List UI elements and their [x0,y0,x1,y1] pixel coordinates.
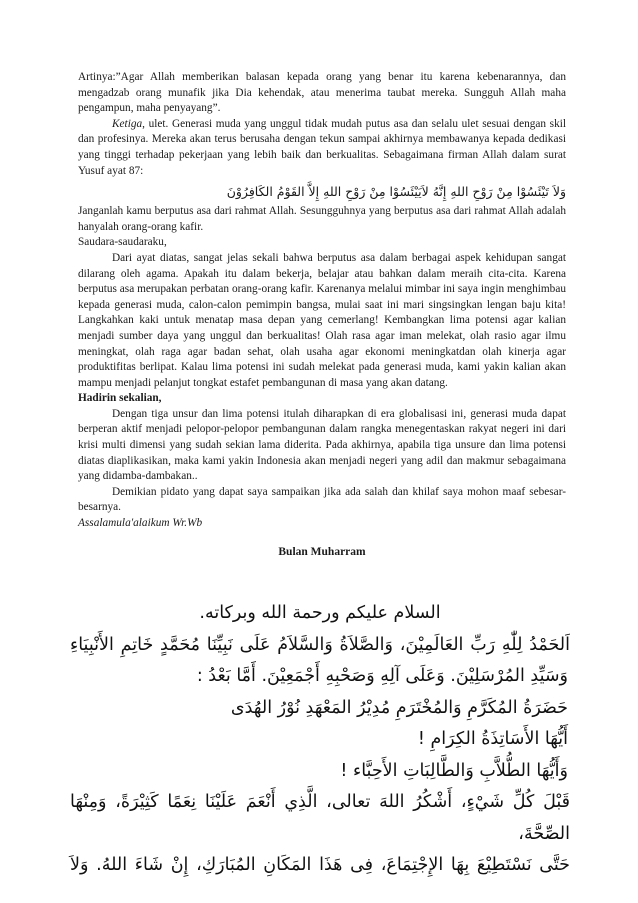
translation-paragraph [78,70,566,117]
translation-text: ”Agar Allah memberikan balasan kepada orang yang benar itu karena kebenarannya, dan mengadzab orang munafik jika Dia kehendak, atau menerima taubat mereka. Sungguh Allah maha pengampun, maha penyayang”. [78,71,566,115]
point-three-lead: Ketiga [112,117,143,130]
arabic-line: أَيُّهَا الأَسَاتِذَةُ الكِرَامِ ! [417,729,568,749]
apology-paragraph: Demikian pidato yang dapat saya sampaikan jika ada salah dan khilaf saya mohon maaf sebesar-besarnya. [78,485,566,514]
audience-heading: Hadirin sekalian, [78,392,162,405]
translation-prefix: Artinya: [78,71,116,83]
arabic-line: حَتَّى نَسْتَطِيْعَ بِهَا الإِجْتِمَاعَ، فِى هَذَا المَكَانِ المُبَارَكِ، إِنْ شَاءَ اللهُ. وَلاَ [70,855,570,875]
arabic-line: قَبْلَ كُلِّ شَيْءٍ، أَشْكُرُ اللهَ تعالى، الَّذِي أَنْعَمَ عَلَيْنَا نِعَمًا كَثِيْرَةً، وَمِنْهَا الصِّحَّةَ، [70,792,570,844]
arabic-line: السلام عليكم ورحمة الله وبركاته. [199,603,441,623]
point-three-paragraph [78,117,566,179]
arabic-speech-opening [70,598,570,882]
closing-greeting: Assalamula'alaikum Wr.Wb [78,517,203,530]
section-title: Bulan Muharram [278,545,366,558]
closing-paragraph: Dengan tiga unsur dan lima potensi itulah diharapkan di era globalisasi ini, generasi muda dapat berperan aktif menjadi pelopor-pelopor pembangunan dalam rangka menegentaskan rakyat negeri ini dari krisi multi dimensi yang sudah sekian lama diderita. Pada akhirnya, apabila tiga unsure dan lima potensi diatas diaplikasikan, maka kami yakin Indonesia akan menjadi negeri yang adil dan makmur sebagaimana yang didamba-dambakan.. [78,407,566,483]
body-paragraph: Dari ayat diatas, sangat jelas sekali bahwa berputus asa dalam berbagai aspek kehidupan sangat dilarang oleh agama. Apakah itu dalam bekerja, belajar atau bahkan dalam meraih cita-cita. Karena berputus asa merupakan perbatan orang-orang kafir. Karenanya melalui mimbar ini saya ingin menghimbau kepada generasi muda, calon-calon pemimpin bangsa, mulai saat ini mari singsingkan lengan baju kita! Langkahkan kaki untuk menatap masa depan yang cemerlang! Kembangkan lima potensi agar kalian menjadi sumber daya yang unggul dan berkualitas! Olah rasa agar iman melekat, olah rasio agar ilmu meningkat, olah raga agar badan sehat, olah usaha agar ekonomi meningkatdan olah kinerja agar produktifitas berlipat. Kalau lima potensi ini sudah melekat pada generasi muda, kami yakin kalian akan mampu menjadi pelanjut tongkat estafet pembangunan di masa yang akan datang. [78,251,566,389]
point-three-text: , ulet. Generasi muda yang unggul tidak mudah putus asa dan selalu ulet sesuai dengan skil dan profesinya. Mereka akan terus berusaha dengan tekun sampai akhirnya membawanya kepada dedikasi yang tinggi terhadap pekerjaan yang lebih baik dan berkualitas. Sebagaimana firman Allah dalam surat Yusuf ayat 87: [78,117,566,177]
document-body [78,70,566,572]
arabic-line: وَسَيِّدِ المُرْسَلِيْنَ. وَعَلَى آلِهِ وَصَحْبِهِ أَجْمَعِيْنَ. أَمَّا بَعْدُ : [196,666,568,686]
verse-translation: Janganlah kamu berputus asa dari rahmat Allah. Sesungguhnya yang berputus asa dari rahmat Allah adalah hanyalah orang-orang kafir. [78,205,566,233]
salutation: Saudara-saudaraku, [78,236,167,249]
arabic-line: وَأَيُّهَا الطُّلاَّبِ وَالطَّالِبَاتِ الأَحِبَّاء ! [340,760,568,781]
quran-verse: وَلاَ تَيْئَسُوْا مِنْ رَوْحِ اللهِ إِنَّهُ لاَيَيْئَسُوْا مِنْ رَوْحِ اللهِ إِلاَّ القَوْمُ الكَافِرُوْنَ [226,184,566,200]
arabic-line: حَضَرَةُ المُكَرَّمِ وَالمُخْتَرَمِ مُدِيْرُ المَعْهَدِ نُوْرُ الهُدَى [230,697,568,718]
arabic-line: اَلحَمْدُ لِلّٰهِ رَبِّ العَالَمِيْنَ، وَالصَّلاَةُ وَالسَّلاَمُ عَلَى نَبِيِّنَا مُحَمَّدٍ خَاتِمِ الأَنْبِيَاءِ [70,634,570,655]
